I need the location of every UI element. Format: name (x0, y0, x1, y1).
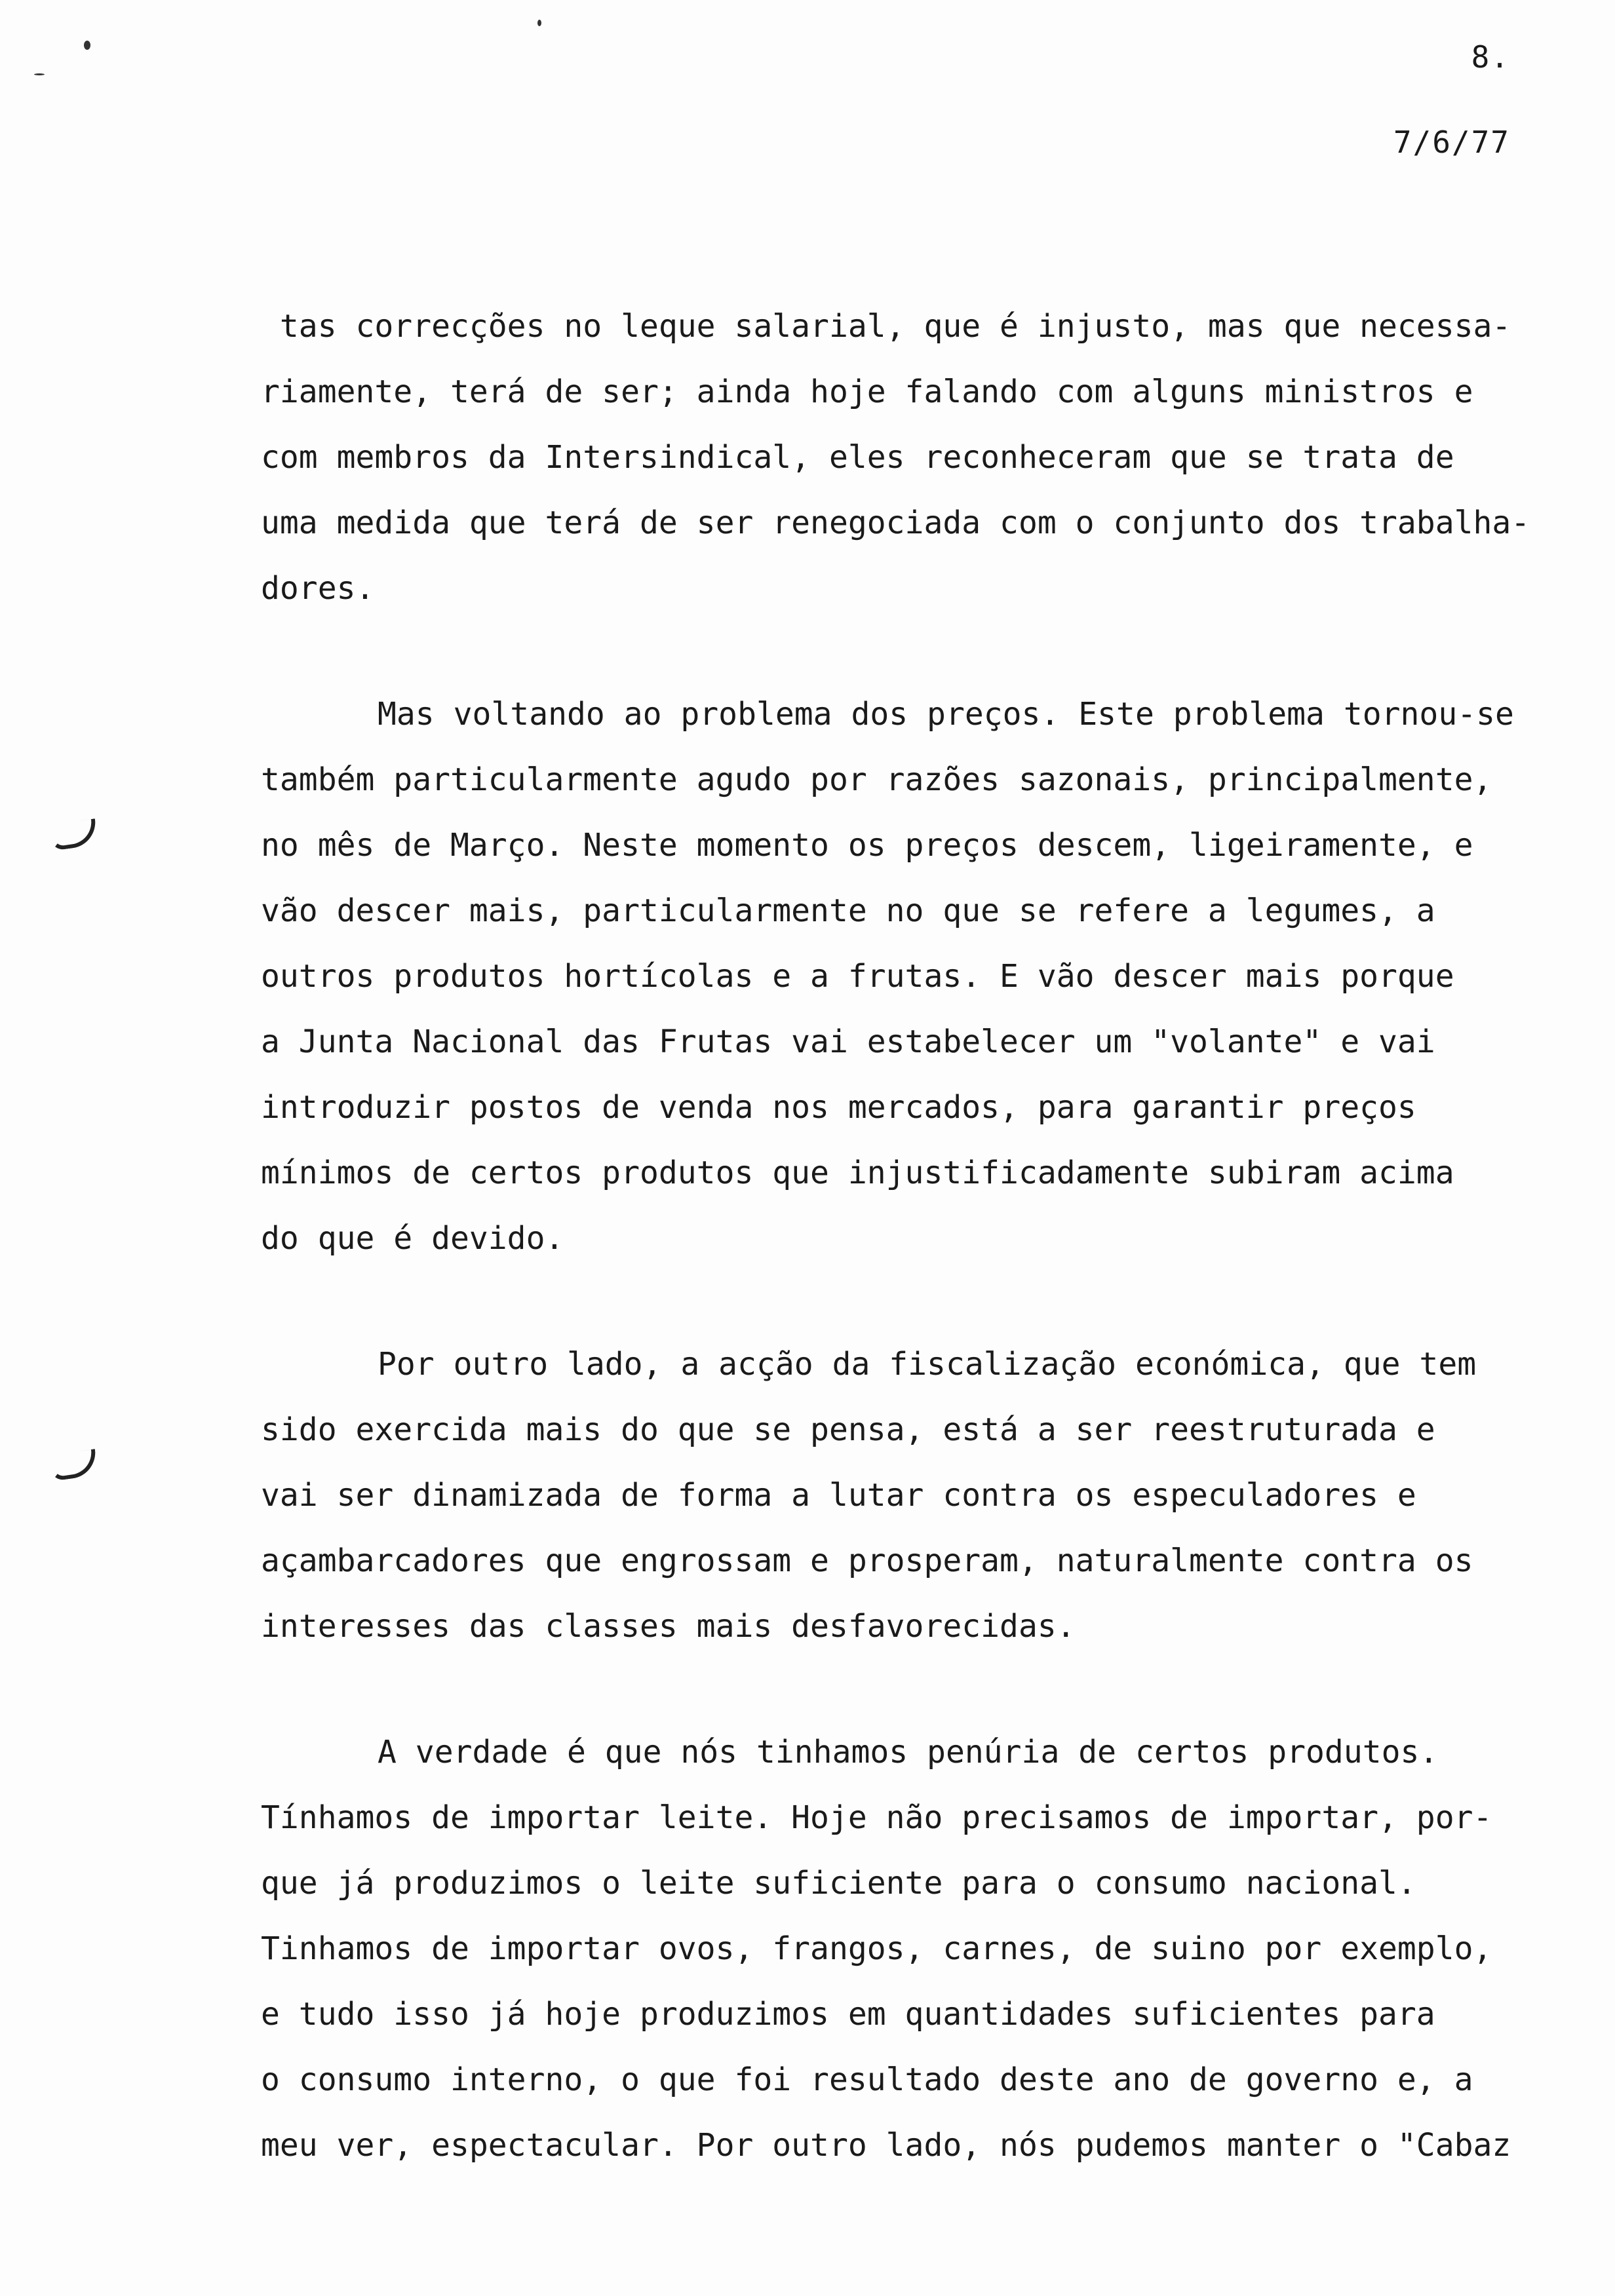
text-line: o consumo interno, o que foi resultado deste ano de governo e, a (261, 2061, 1473, 2098)
text-line: também particularmente agudo por razões sazonais, principalmente, (261, 761, 1492, 798)
text-line: do que é devido. (261, 1220, 564, 1257)
text-line: e tudo isso já hoje produzimos em quantidades suficientes para (261, 1996, 1435, 2033)
text-line: Tínhamos de importar leite. Hoje não precisamos de importar, por- (261, 1799, 1492, 1836)
text-line: dores. (261, 570, 375, 607)
text-line: que já produzimos o leite suficiente para o consumo nacional. (261, 1865, 1416, 1902)
text-line: a Junta Nacional das Frutas vai estabelecer um "volante" e vai (261, 1024, 1435, 1060)
text-line: Mas voltando ao problema dos preços. Este problema tornou-se (378, 696, 1514, 733)
text-line: tas correcções no leque salarial, que é injusto, mas que necessa- (261, 308, 1511, 345)
text-line: outros produtos hortícolas e a frutas. E vão descer mais porque (261, 958, 1454, 995)
text-line: vão descer mais, particularmente no que se refere a legumes, a (261, 892, 1435, 929)
text-line: uma medida que terá de ser renegociada com o conjunto dos trabalha- (261, 505, 1530, 541)
text-line: sido exercida mais do que se pensa, está a ser reestruturada e (261, 1411, 1435, 1448)
paragraph-4 (261, 1719, 1559, 2178)
document-body (261, 294, 1559, 2178)
text-line: A verdade é que nós tinhamos penúria de certos produtos. (378, 1734, 1439, 1770)
paragraph-3 (261, 1331, 1559, 1659)
ink-speck (84, 41, 90, 50)
paragraph-1 (261, 294, 1559, 621)
text-line: açambarcadores que engrossam e prosperam, naturalmente contra os (261, 1542, 1473, 1579)
text-line: meu ver, espectacular. Por outro lado, nós pudemos manter o "Cabaz (261, 2127, 1511, 2164)
margin-check-mark (49, 818, 99, 851)
text-line: interesses das classes mais desfavorecidas. (261, 1608, 1076, 1645)
ink-speck (537, 20, 541, 26)
ink-speck (34, 73, 45, 75)
text-line: no mês de Março. Neste momento os preços descem, ligeiramente, e (261, 827, 1473, 864)
margin-check-mark (49, 1449, 99, 1482)
text-line: com membros da Intersindical, eles reconheceram que se trata de (261, 439, 1454, 476)
paragraph-2 (261, 681, 1559, 1271)
page-date: 7/6/77 (1393, 124, 1510, 160)
text-line: Por outro lado, a acção da fiscalização económica, que tem (378, 1346, 1477, 1383)
text-line: riamente, terá de ser; ainda hoje falando com alguns ministros e (261, 373, 1473, 410)
text-line: mínimos de certos produtos que injustificadamente subiram acima (261, 1155, 1454, 1191)
text-line: vai ser dinamizada de forma a lutar contra os especuladores e (261, 1477, 1416, 1514)
text-line: introduzir postos de venda nos mercados, para garantir preços (261, 1089, 1416, 1126)
page-number: 8. (1471, 39, 1510, 75)
text-line: Tinhamos de importar ovos, frangos, carnes, de suino por exemplo, (261, 1930, 1492, 1967)
